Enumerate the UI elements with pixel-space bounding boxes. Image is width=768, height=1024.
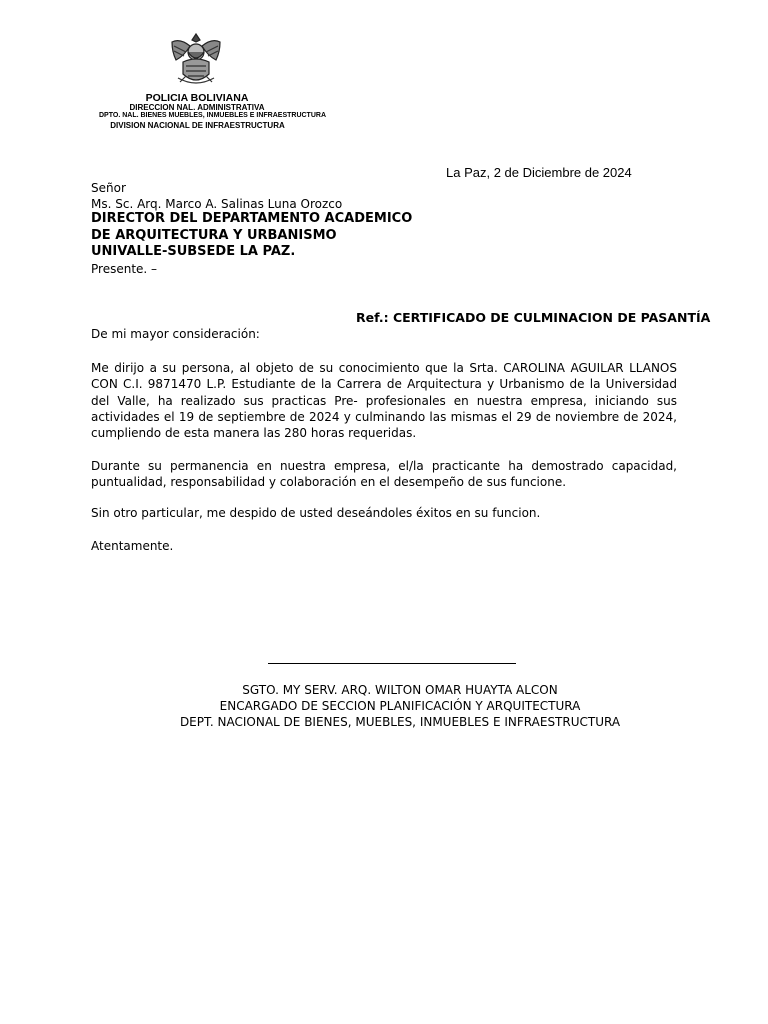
body-paragraph: Me dirijo a su persona, al objeto de su conocimiento que la Srta. CAROLINA AGUILAR LLANOS CON C.I. 9871470 L.P. Estudiante de la Carrera de Arquitectura y Urbanismo de la Universidad del Valle, ha realizado sus practicas Pre- profesionales en nuestra empresa, iniciando sus actividades el 19 de septiembre de 2024 y culminando las mismas el 29 de noviembre de 2024, cumpliendo de esta manera las 280 horas requeridas.	[91, 361, 677, 441]
org-name: POLICIA BOLIVIANA	[145, 92, 249, 104]
body-paragraph: Sin otro particular, me despido de usted deseándoles éxitos en su funcion.	[91, 506, 541, 520]
reference-line: Ref.: CERTIFICADO DE CULMINACION DE PASANTÍA	[356, 310, 711, 325]
body-paragraph: Durante su permanencia en nuestra empresa, el/la practicante ha demostrado capacidad, puntualidad, responsabilidad y colaboración en el desempeño de sus funcione.	[91, 459, 677, 490]
presente: Presente. –	[91, 262, 158, 276]
signatory-name: SGTO. MY SERV. ARQ. WILTON OMAR HUAYTA ALCON	[242, 683, 558, 697]
signature-line	[268, 663, 516, 664]
recipient-title: DIRECTOR DEL DEPARTAMENTO ACADEMICO	[91, 211, 413, 226]
org-direction: DIRECCION NAL. ADMINISTRATIVA	[129, 103, 265, 112]
police-eagle-emblem-icon	[166, 30, 226, 90]
closing: Atentamente.	[91, 539, 174, 553]
salutation: Señor	[91, 181, 126, 195]
org-division: DIVISION NACIONAL DE INFRAESTRUCTURA	[110, 121, 285, 130]
signatory-role: ENCARGADO DE SECCION PLANIFICACIÓN Y ARQUITECTURA	[219, 699, 581, 713]
recipient-title: DE ARQUITECTURA Y URBANISMO	[91, 227, 337, 243]
recipient-institution: UNIVALLE-SUBSEDE LA PAZ.	[91, 244, 296, 259]
greeting: De mi mayor consideración:	[91, 327, 260, 341]
recipient-name: Ms. Sc. Arq. Marco A. Salinas Luna Orozco	[91, 197, 343, 211]
signatory-department: DEPT. NACIONAL DE BIENES, MUEBLES, INMUEBLES E INFRAESTRUCTURA	[179, 715, 621, 729]
org-department: DPTO. NAL. BIENES MUEBLES, INMUEBLES E INFRAESTRUCTURA	[99, 112, 326, 119]
letter-date: La Paz, 2 de Diciembre de 2024	[446, 165, 632, 180]
